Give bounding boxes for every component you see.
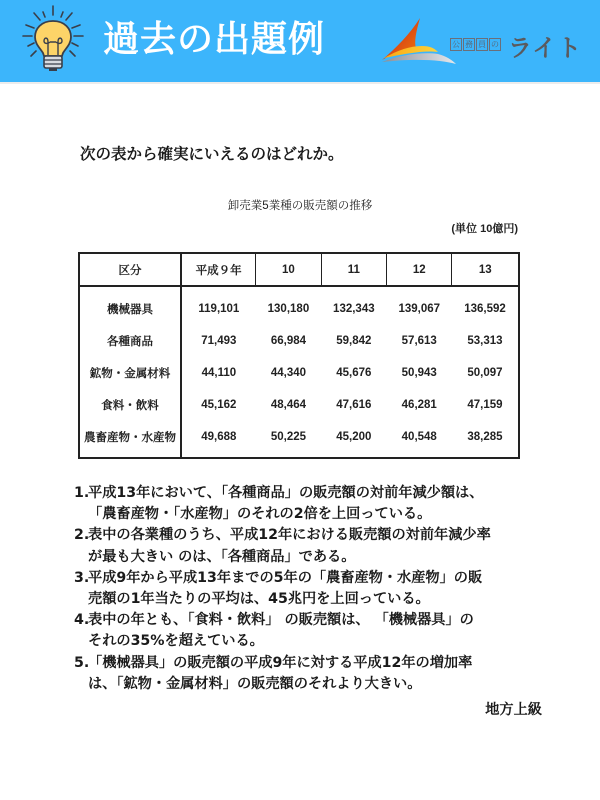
choice-text: 平成13年において、「各種商品」の販売額の対前年減少額は、 「農畜産物・「水産物」のそれの2倍を上回っている。 xyxy=(88,485,484,523)
lightbulb-icon xyxy=(20,4,100,80)
logo-char: の xyxy=(491,40,499,49)
table-cell: 66,984 xyxy=(270,335,307,347)
choice-text: 平成9年から平成13年までの5年の「農畜産物・水産物」の販 売額の1年当たりの平均は、45兆円を上回っている。 xyxy=(88,569,483,608)
table-row xyxy=(79,357,519,389)
logo-char: 公 xyxy=(452,40,460,49)
table-cell: 38,285 xyxy=(467,431,503,443)
choice-number: 3. xyxy=(74,569,90,586)
table-cell: 50,097 xyxy=(467,367,503,379)
table-cell: 46,281 xyxy=(401,399,437,411)
logo-brand-text: ライト xyxy=(508,34,583,62)
column-header: 12 xyxy=(387,253,452,286)
table-cell: 49,688 xyxy=(201,431,237,443)
table-row xyxy=(79,286,519,325)
header-banner xyxy=(0,0,600,82)
header-divider xyxy=(0,82,600,84)
table-cell: 45,162 xyxy=(201,399,237,411)
row-label: 農畜産物・水産物 xyxy=(79,421,181,458)
table-cell: 71,493 xyxy=(201,335,237,347)
choice-number: 2. xyxy=(74,527,90,544)
answer-choices xyxy=(74,483,554,695)
table-cell: 44,340 xyxy=(270,367,307,379)
table-cell: 119,101 xyxy=(198,303,240,315)
table-cell: 48,464 xyxy=(270,399,307,411)
column-header: 13 xyxy=(452,253,519,286)
page-title: 過去の出題例 xyxy=(103,19,326,60)
table-cell: 47,616 xyxy=(336,399,372,411)
table-row xyxy=(79,325,519,357)
choice-number: 4. xyxy=(74,612,90,629)
row-label: 各種商品 xyxy=(79,325,181,357)
table-cell: 53,313 xyxy=(467,335,503,347)
table-cell: 45,200 xyxy=(336,431,372,443)
table-cell: 57,613 xyxy=(401,335,437,347)
logo xyxy=(376,16,586,72)
choice-1 xyxy=(74,483,554,525)
table-header-row xyxy=(79,253,519,286)
table-cell: 45,676 xyxy=(336,367,372,379)
row-label: 機械器具 xyxy=(79,286,181,325)
logo-subtitle xyxy=(450,38,502,51)
logo-char: 員 xyxy=(478,40,486,49)
table-cell: 50,943 xyxy=(401,367,437,379)
table-cell: 47,159 xyxy=(467,399,503,411)
table-row xyxy=(79,421,519,458)
row-label: 食料・飲料 xyxy=(79,389,181,421)
table-unit: (単位 10億円) xyxy=(451,223,518,235)
table-cell: 44,110 xyxy=(201,367,237,379)
column-header: 区分 xyxy=(79,253,181,286)
choice-5 xyxy=(74,653,554,695)
choice-number: 1. xyxy=(74,485,90,501)
choice-3 xyxy=(74,568,554,610)
choice-4 xyxy=(74,610,554,652)
column-header: 平成９年 xyxy=(181,253,256,286)
choice-text: 表中の年とも、「食料・飲料」 の販売額は、 「機械器具」の それの35%を超えている。 xyxy=(88,612,474,650)
table-row xyxy=(79,389,519,421)
exam-source: 地方上級 xyxy=(485,702,542,718)
row-label: 鉱物・金属材料 xyxy=(79,357,181,389)
choice-text: 表中の各業種のうち、平成12年における販売額の対前年減少率 が最も大きい のは、「各種商品」である。 xyxy=(88,527,491,565)
choice-number: 5. xyxy=(74,654,90,671)
table-cell: 40,548 xyxy=(401,431,437,443)
choice-text: 「機械器具」の販売額の平成9年に対する平成12年の増加率 は、「鉱物・金属材料」の販売額のそれより大きい。 xyxy=(88,654,473,692)
table-cell: 50,225 xyxy=(270,431,307,443)
table-cell: 59,842 xyxy=(336,335,372,347)
table-cell: 130,180 xyxy=(267,303,310,315)
sales-table xyxy=(78,252,520,459)
logo-char: 務 xyxy=(465,40,473,49)
table-cell: 136,592 xyxy=(464,303,506,315)
table-cell: 132,343 xyxy=(333,303,375,315)
question-text: 次の表から確実にいえるのはどれか。 xyxy=(80,145,344,163)
table-title: 卸売業5業種の販売額の推移 xyxy=(227,200,373,212)
table-cell: 139,067 xyxy=(398,303,441,315)
column-header: 11 xyxy=(321,253,386,286)
column-header: 10 xyxy=(256,253,321,286)
choice-2 xyxy=(74,525,554,567)
